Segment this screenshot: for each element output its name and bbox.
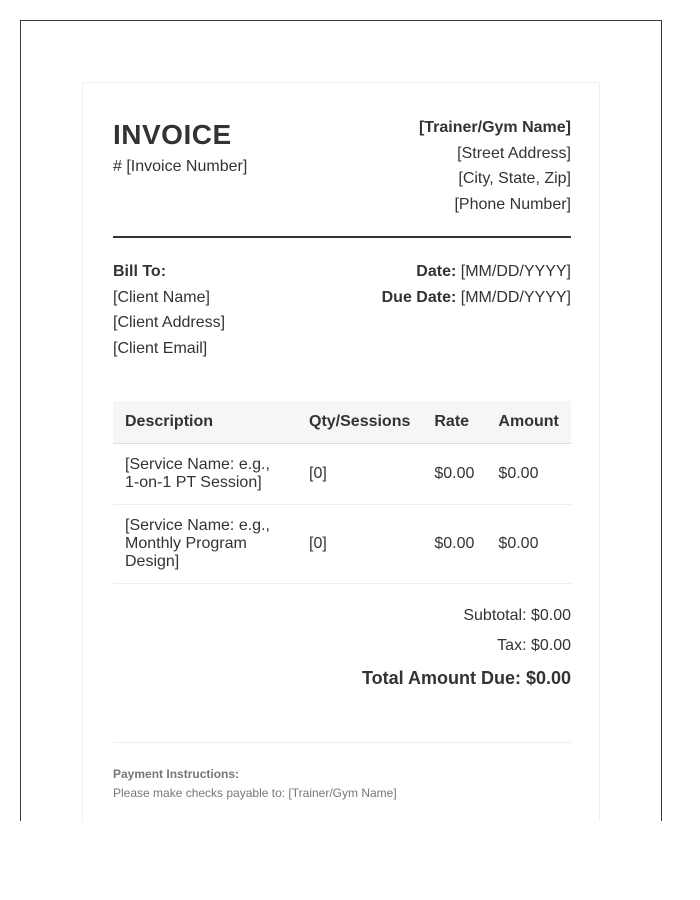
row-amount: $0.00 xyxy=(486,444,571,505)
sender-street: [Street Address] xyxy=(457,144,571,162)
invoice-content xyxy=(113,113,571,803)
sender-city: [City, State, Zip] xyxy=(458,170,571,187)
row-amount: $0.00 xyxy=(486,505,571,584)
totals-section xyxy=(113,606,571,689)
invoice-dates xyxy=(382,259,571,401)
column-header-amount: Amount xyxy=(486,401,571,444)
row-qty: [0] xyxy=(297,505,422,584)
sender-phone: [Phone Number] xyxy=(454,195,571,213)
line-items-table xyxy=(113,401,571,584)
client-name: [Client Name] xyxy=(113,288,210,306)
header-divider xyxy=(113,236,571,238)
table-row xyxy=(113,505,571,584)
billing-section xyxy=(113,259,571,401)
payment-instructions-text: Please make checks payable to: [Trainer/Gym Name] xyxy=(113,786,397,800)
row-rate: $0.00 xyxy=(422,505,486,584)
date-value: [MM/DD/YYYY] xyxy=(460,263,571,280)
invoice-number: # [Invoice Number] xyxy=(113,158,248,175)
column-header-qty: Qty/Sessions xyxy=(297,401,422,444)
document-frame xyxy=(20,20,662,821)
table-header-row xyxy=(113,401,571,444)
invoice-header xyxy=(113,113,571,236)
row-rate: $0.00 xyxy=(422,444,486,505)
table-row xyxy=(113,444,571,505)
due-date-value: [MM/DD/YYYY] xyxy=(460,288,571,306)
client-email: [Client Email] xyxy=(113,340,208,358)
row-description: [Service Name: e.g., 1-on-1 PT Session] xyxy=(113,444,297,505)
column-header-description: Description xyxy=(113,401,297,444)
invoice-sheet xyxy=(82,82,600,821)
column-header-rate: Rate xyxy=(422,401,486,444)
invoice-title-block xyxy=(113,113,247,176)
date-label: Date: xyxy=(416,263,457,280)
payment-instructions-title: Payment Instructions: xyxy=(113,767,240,781)
sender-info xyxy=(419,115,571,217)
client-address: [Client Address] xyxy=(113,314,226,332)
row-qty: [0] xyxy=(297,444,422,505)
due-date xyxy=(382,285,571,311)
due-date-label: Due Date: xyxy=(381,288,457,306)
bill-to-label: Bill To: xyxy=(113,263,167,280)
row-description: [Service Name: e.g., Monthly Program Design] xyxy=(113,505,297,584)
invoice-date xyxy=(382,259,571,285)
sender-name: [Trainer/Gym Name] xyxy=(418,119,571,136)
invoice-title: INVOICE xyxy=(113,119,232,150)
total-amount-due: Total Amount Due: $0.00 xyxy=(361,668,571,688)
payment-instructions xyxy=(113,742,571,803)
bill-to xyxy=(113,259,225,401)
subtotal: Subtotal: $0.00 xyxy=(463,607,571,624)
tax: Tax: $0.00 xyxy=(497,637,571,654)
